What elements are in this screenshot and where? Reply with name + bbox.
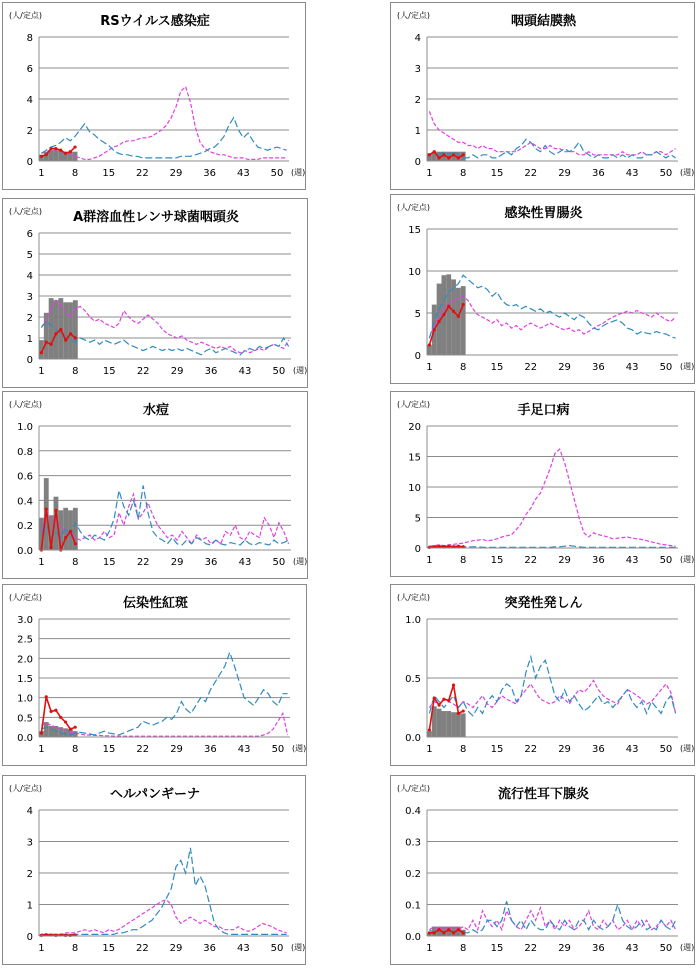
x-tick-label: 15 [102,557,116,568]
y-tick-label: 4 [26,806,33,817]
series-point [442,153,445,156]
y-tick-label: 4 [26,95,33,106]
y-tick-label: 3 [414,64,421,75]
y-tick-label: 0 [414,544,421,555]
chart-panel-rs-virus [2,2,306,190]
chart-panel-hfmd [390,391,695,577]
x-tick-label: 43 [625,555,639,566]
y-tick-label: 0 [414,157,421,168]
y-tick-label: 2 [414,95,421,106]
x-tick-label: 8 [460,168,467,179]
x-tick-label: 36 [203,744,217,755]
chart-title: A群溶血性レンサ球菌咽頭炎 [73,210,239,225]
series-line-pink [429,111,675,154]
chart-title: 感染性胃腸炎 [504,206,583,221]
series-point [428,546,431,549]
y-unit-label: (人/定点) [397,593,430,602]
bar [437,709,442,737]
series-point [437,545,440,548]
series-point [74,542,77,545]
y-tick-label: 1 [26,334,33,345]
y-tick-label: 0.2 [17,521,33,533]
chart-title: 水痘 [142,403,170,418]
series-point [433,931,436,934]
y-tick-label: 4 [26,271,33,282]
x-tick-label: 1 [426,744,433,755]
x-tick-label: 50 [270,168,284,179]
x-tick-label: 43 [625,943,639,954]
x-tick-label: 36 [203,168,217,179]
series-point [64,339,67,342]
series-point [45,341,48,344]
series-point [447,305,450,308]
bar [441,711,446,737]
x-tick-label: 29 [169,168,183,179]
bar [461,713,466,737]
series-point [45,507,48,510]
x-tick-label: 43 [625,362,639,373]
series-line-blue [429,657,675,716]
x-tick-label: 50 [272,557,286,568]
x-tick-label: 1 [38,557,45,568]
series-point [54,332,57,335]
y-unit-label: (人/定点) [397,203,430,212]
series-point [452,153,455,156]
y-tick-label: 4 [414,33,421,44]
x-tick-label: 22 [136,744,150,755]
x-unit-label: (週) [680,555,695,564]
x-tick-label: 15 [490,168,504,179]
y-tick-label: 5 [414,513,421,525]
x-unit-label: (週) [291,943,306,952]
y-unit-label: (人/定点) [397,400,430,409]
x-tick-label: 29 [558,555,571,566]
y-tick-label: 5 [414,309,421,320]
series-line-pink [429,449,675,546]
x-tick-label: 22 [135,168,149,179]
x-tick-label: 43 [236,943,250,954]
y-tick-label: 10 [408,267,421,278]
series-point [54,709,57,712]
y-tick-label: 2 [26,869,33,880]
series-point [442,698,445,701]
chart-title: 咽頭結膜熱 [510,14,577,29]
series-line-pink [429,296,675,338]
series-point [442,313,445,316]
chart-title: 伝染性紅斑 [122,596,189,611]
series-point [50,546,53,549]
x-tick-label: 15 [102,366,116,377]
x-tick-label: 43 [238,366,252,377]
x-tick-label: 36 [203,943,217,954]
series-point [69,332,72,335]
y-tick-label: 0.5 [17,713,33,725]
bar [451,712,456,737]
y-unit-label: (人/定点) [9,593,42,602]
y-tick-label: 1.0 [17,422,33,433]
x-tick-label: 1 [38,366,45,377]
x-tick-label: 43 [625,744,639,755]
y-tick-label: 0 [26,932,33,943]
x-tick-label: 29 [558,168,571,179]
x-tick-label: 22 [524,362,538,373]
series-point [437,928,440,931]
series-point [428,153,431,156]
y-tick-label: 0.3 [405,837,421,849]
series-point [69,530,72,533]
x-tick-label: 36 [204,366,218,377]
y-tick-label: 0.8 [17,446,33,458]
chart-title: ヘルパンギーナ [109,787,201,802]
series-point [462,931,465,934]
x-tick-label: 15 [490,362,504,373]
chart-title: 突発性発しん [504,596,583,611]
y-unit-label: (人/定点) [397,11,430,20]
bar [446,711,451,737]
series-point [74,726,77,729]
x-tick-label: 29 [170,557,184,568]
x-tick-label: 8 [71,943,79,954]
x-tick-label: 1 [426,555,433,566]
x-tick-label: 36 [591,168,605,179]
x-tick-label: 43 [238,557,252,568]
y-tick-label: 2.0 [17,654,33,666]
x-tick-label: 29 [558,744,571,755]
y-tick-label: 1.0 [405,615,421,626]
series-point [428,343,431,346]
x-tick-label: 36 [591,555,605,566]
bar [456,712,461,737]
series-point [54,147,57,150]
chart-panel-herpangina [2,775,306,965]
series-line-blue [41,486,288,546]
series-point [45,153,48,156]
y-unit-label: (人/定点) [9,400,42,409]
series-point [462,303,465,306]
y-tick-label: 1.5 [17,674,33,685]
bar [427,731,432,737]
y-tick-label: 0.1 [405,900,421,912]
y-tick-label: 1 [26,900,33,912]
x-tick-label: 50 [659,943,673,954]
series-point [50,343,53,346]
series-point [442,931,445,934]
x-tick-label: 1 [38,943,45,954]
chart-title: 手足口病 [517,403,570,418]
y-tick-label: 0.4 [405,806,421,817]
x-tick-label: 22 [524,943,538,954]
y-tick-label: 0.0 [17,733,33,744]
x-tick-label: 8 [460,943,467,954]
x-tick-label: 29 [170,366,184,377]
x-tick-label: 1 [38,744,45,755]
x-tick-label: 22 [524,555,538,566]
x-tick-label: 1 [38,168,45,179]
y-tick-label: 20 [408,422,421,433]
y-tick-label: 0.4 [17,496,33,508]
y-tick-label: 1.0 [17,693,33,705]
y-unit-label: (人/定点) [9,784,42,793]
x-unit-label: (週) [680,943,695,952]
x-tick-label: 50 [659,555,673,566]
x-tick-label: 1 [426,362,433,373]
series-point [49,147,52,150]
y-unit-label: (人/定点) [397,784,430,793]
series-point [437,704,440,707]
x-tick-label: 15 [490,744,504,755]
x-tick-label: 22 [524,744,538,755]
x-tick-label: 43 [237,744,251,755]
series-line-blue [41,652,287,735]
x-tick-label: 22 [136,557,150,568]
series-line-pink [41,87,286,160]
x-tick-label: 36 [204,557,218,568]
x-tick-label: 15 [102,744,116,755]
series-point [64,152,67,155]
y-tick-label: 0 [414,351,421,362]
y-tick-label: 0 [26,355,33,366]
y-tick-label: 3 [26,837,33,849]
series-point [73,145,76,148]
y-unit-label: (人/定点) [9,11,42,20]
series-line-pink [429,908,675,930]
y-tick-label: 15 [408,225,421,236]
x-unit-label: (週) [680,744,695,753]
x-tick-label: 8 [460,362,467,373]
series-point [40,351,43,354]
x-tick-label: 43 [625,168,639,179]
series-point [447,699,450,702]
y-tick-label: 0.6 [17,471,33,483]
x-tick-label: 22 [136,366,150,377]
x-tick-label: 50 [659,362,673,373]
series-point [447,156,450,159]
chart-panel-infectious-gastroenteritis [390,194,695,384]
y-tick-label: 1 [414,126,421,137]
y-tick-label: 10 [408,483,421,494]
series-point [452,683,455,686]
y-tick-label: 0.0 [405,932,421,943]
chart-panel-erythema-infectiosum [2,584,307,766]
x-tick-label: 8 [460,744,467,755]
chart-panel-exanthem-subitum [390,584,695,766]
series-point [45,695,48,698]
x-unit-label: (週) [293,557,308,566]
series-line-blue [429,275,675,338]
series-point [457,156,460,159]
series-point [452,310,455,313]
x-tick-label: 50 [270,943,284,954]
series-point [447,928,450,931]
y-tick-label: 15 [408,452,421,464]
x-tick-label: 8 [72,744,79,755]
series-point [457,545,460,548]
bar [451,279,456,355]
series-point [447,545,450,548]
x-unit-label: (週) [293,366,308,375]
x-tick-label: 8 [71,168,79,179]
series-point [437,320,440,323]
x-tick-label: 50 [659,744,673,755]
series-point [64,720,67,723]
y-tick-label: 5 [26,250,33,261]
series-line-pink [41,300,288,353]
y-unit-label: (人/定点) [9,207,42,216]
series-point [428,728,431,731]
series-point [74,336,77,339]
x-tick-label: 29 [558,943,571,954]
series-point [437,156,440,159]
y-tick-label: 0.0 [405,733,421,744]
x-tick-label: 8 [72,557,79,568]
x-unit-label: (週) [680,362,695,371]
chart-panel-pharyngoconjunctival-fever [390,2,695,190]
series-point [433,328,436,331]
series-point [433,696,436,699]
series-point [452,931,455,934]
series-point [49,710,52,713]
x-tick-label: 15 [102,943,116,954]
series-point [69,150,72,153]
chart-panel-mumps [390,775,695,965]
series-point [69,728,72,731]
x-tick-label: 36 [591,362,605,373]
y-tick-label: 0.0 [17,546,33,557]
series-point [457,928,460,931]
series-point [457,315,460,318]
series-point [428,931,431,934]
y-tick-label: 3.0 [17,615,33,626]
x-tick-label: 50 [271,744,285,755]
series-line-blue [41,118,286,158]
x-tick-label: 50 [659,168,673,179]
x-tick-label: 8 [460,555,467,566]
x-tick-label: 1 [426,943,433,954]
x-tick-label: 36 [591,943,605,954]
x-tick-label: 36 [591,744,605,755]
y-tick-label: 2 [26,126,33,137]
bar [53,150,58,161]
series-point [433,150,436,153]
x-tick-label: 22 [524,168,538,179]
series-line-pink [41,494,288,544]
series-point [59,716,62,719]
y-tick-label: 6 [26,64,33,75]
series-point [40,731,43,734]
x-unit-label: (週) [680,168,695,177]
bar [446,274,451,355]
series-point [462,153,465,156]
series-line-pink [41,713,287,736]
x-tick-label: 29 [558,362,571,373]
x-tick-label: 29 [170,744,183,755]
series-point [54,509,57,512]
bar [49,298,54,359]
series-line-blue [429,139,675,158]
x-unit-label: (週) [292,744,307,753]
series-point [40,155,43,158]
series-point [457,712,460,715]
series-point [64,536,67,539]
chart-panel-varicella [2,391,308,579]
x-tick-label: 8 [72,366,79,377]
y-tick-label: 2 [26,313,33,324]
y-tick-label: 0.2 [405,869,421,880]
chart-title: RSウイルス感染症 [100,14,210,29]
chart-title: 流行性耳下腺炎 [497,787,590,802]
y-tick-label: 0 [26,157,33,168]
y-tick-label: 6 [26,229,33,240]
series-point [59,149,62,152]
chart-panel-strep-pharyngitis [2,198,308,388]
x-unit-label: (週) [291,168,306,177]
bar [63,728,68,737]
x-tick-label: 15 [490,943,504,954]
series-point [462,709,465,712]
x-tick-label: 43 [236,168,250,179]
series-line-blue [41,848,286,935]
y-tick-label: 2.5 [17,634,33,646]
series-line-blue [429,546,675,548]
x-tick-label: 50 [272,366,286,377]
x-tick-label: 1 [426,168,433,179]
x-tick-label: 15 [490,555,504,566]
y-tick-label: 0.5 [405,674,421,685]
bar [68,302,73,359]
series-point [59,328,62,331]
x-tick-label: 29 [169,943,183,954]
x-tick-label: 22 [135,943,149,954]
bar [49,726,54,737]
y-tick-label: 3 [26,292,33,303]
x-tick-label: 15 [102,168,116,179]
y-tick-label: 8 [26,33,33,44]
